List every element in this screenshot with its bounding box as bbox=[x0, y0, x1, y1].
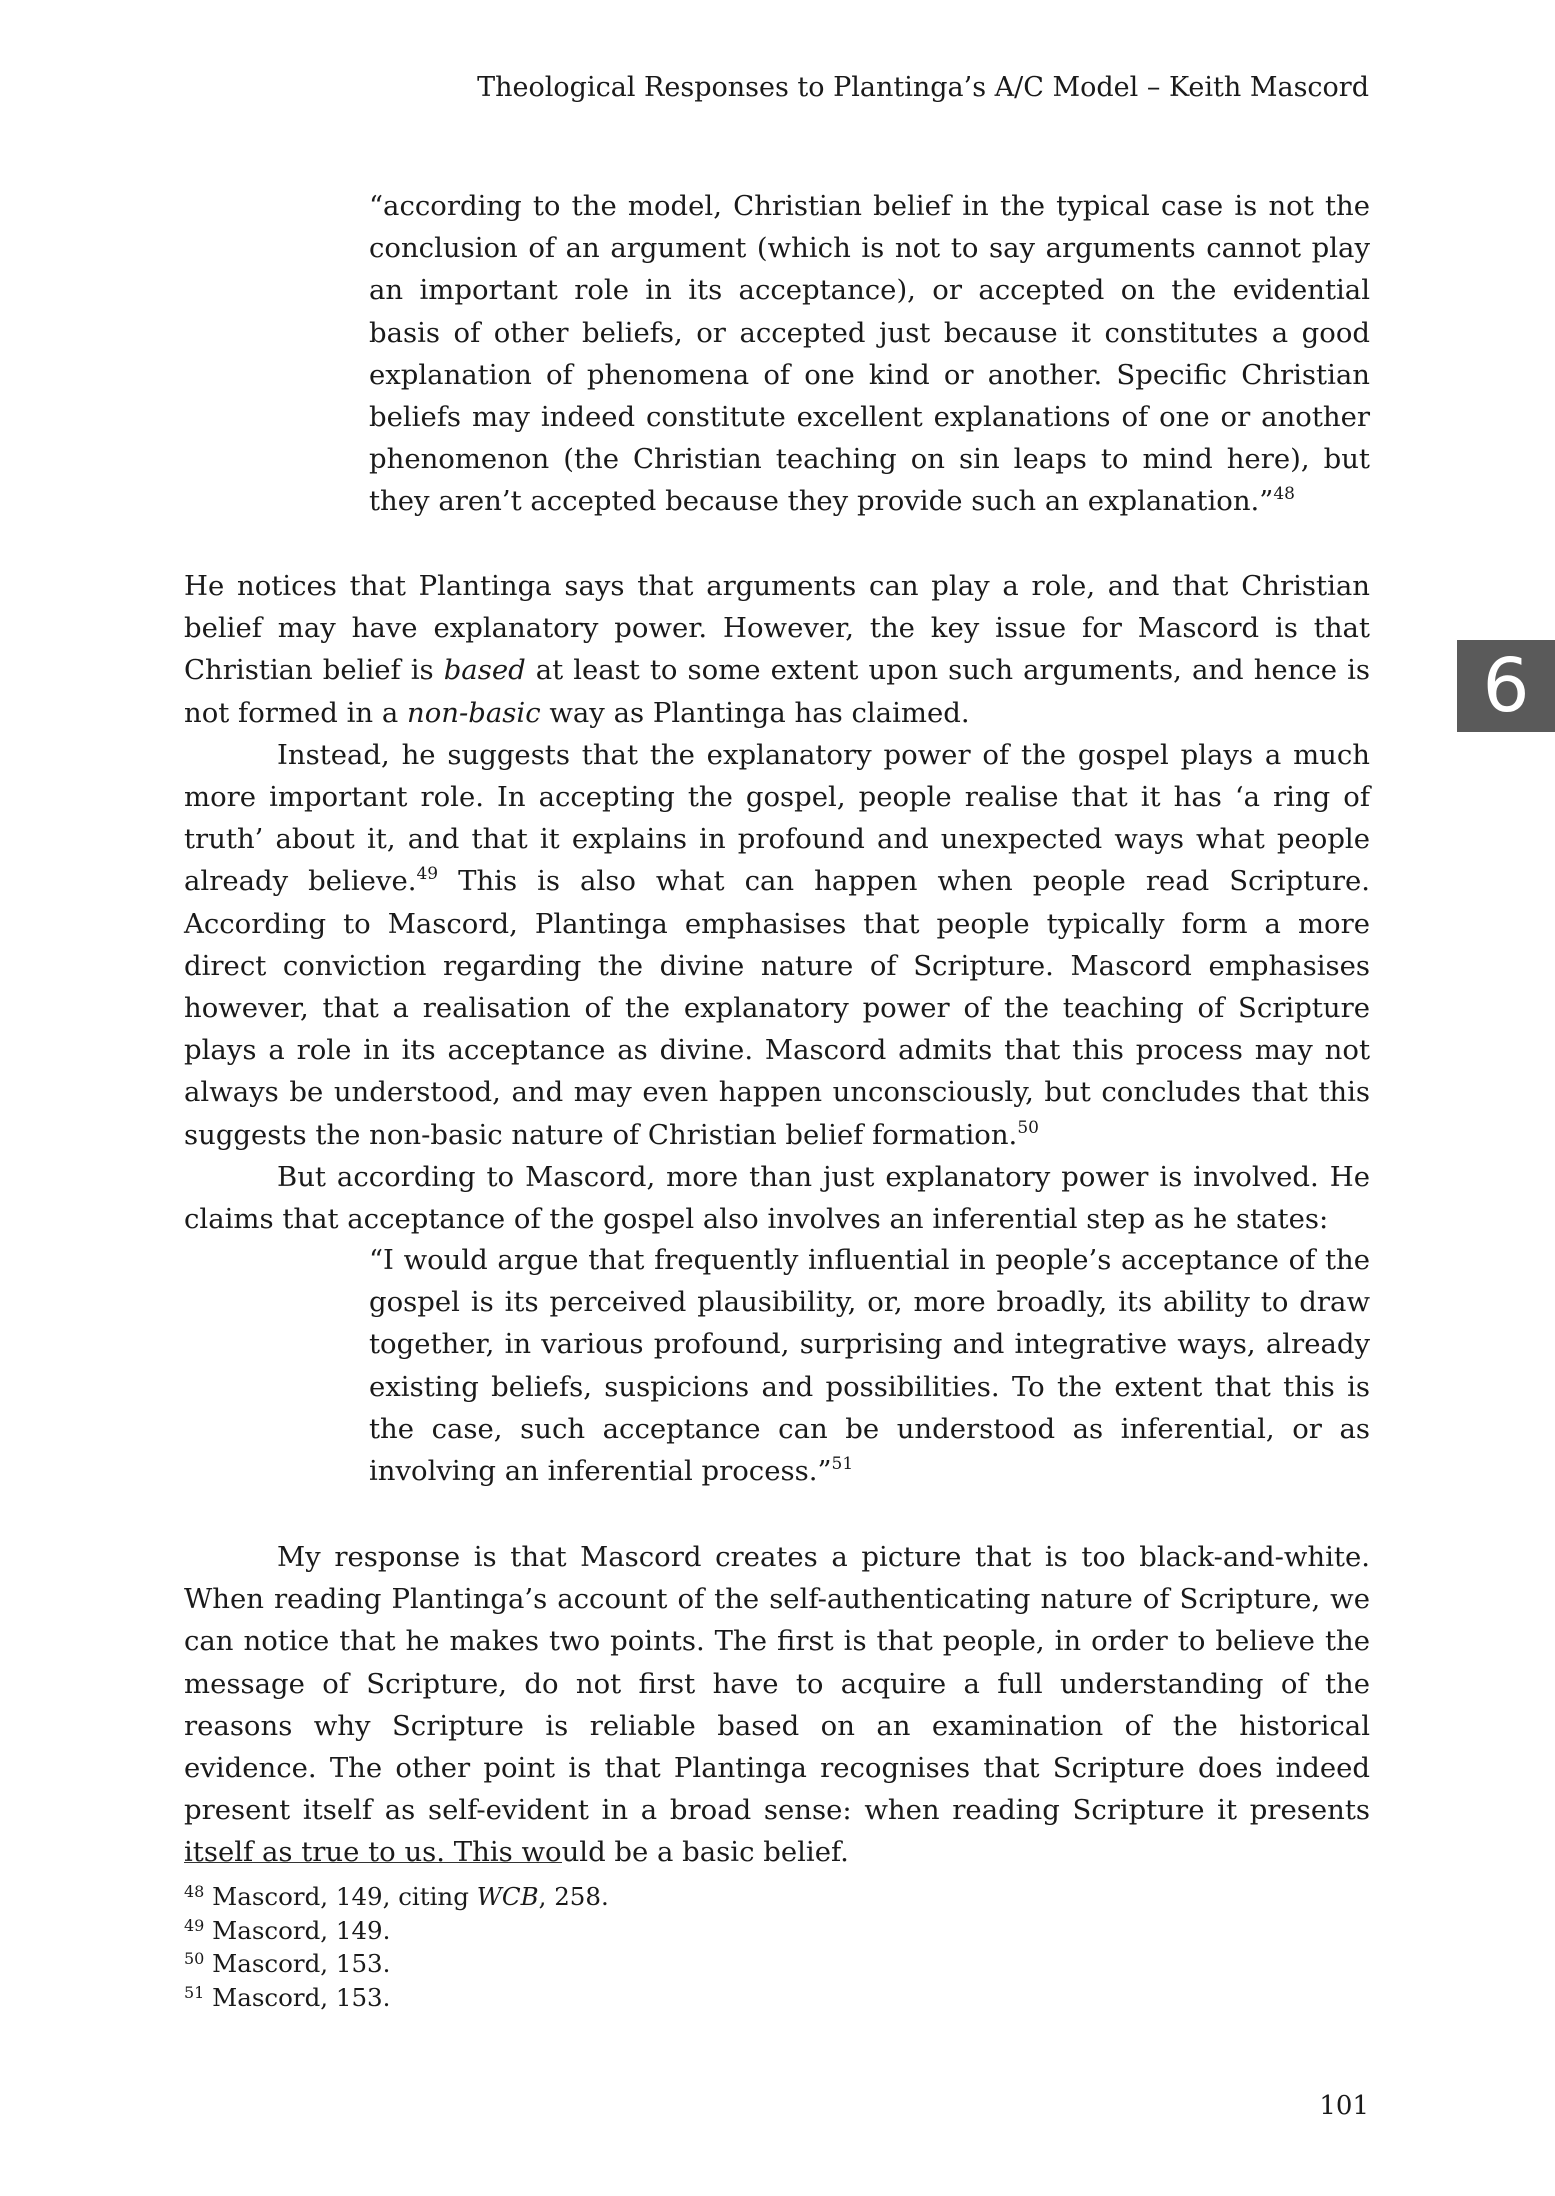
paragraph-3: But according to Mascord, more than just explanatory power is involved. He claims that acceptance of the gospel also involves an inferential step as he states: bbox=[184, 1160, 1370, 1236]
footnote-title-italic: WCB bbox=[476, 1882, 539, 1911]
paragraph-4: My response is that Mascord creates a picture that is too black-and-white. When reading Plantinga’s account of the self-authenticating nature of Scripture, we can notice that he makes two points. The first is that people, in order to believe the message of Scripture, do not first have to acquire a full understanding of the reasons why Scripture is reliable based on an examination of the historical evidence. The other point is that Plantinga recognises that Scripture does indeed present itself as self-evident in a broad sense: when reading Scripture it presents itself as true to us. This would be a basic belief. bbox=[184, 1541, 1370, 1869]
footnote-number: 49 bbox=[184, 1915, 205, 1935]
footnote-divider bbox=[184, 1862, 562, 1863]
footnote-51 bbox=[184, 1981, 609, 2015]
paragraph-1-text-b: at least to some extent upon such arguments, and hence is not formed in a bbox=[184, 654, 1371, 729]
footnote-ref-51[interactable]: 51 bbox=[831, 1454, 854, 1475]
footnote-text: , 258. bbox=[538, 1882, 609, 1911]
footnote-text: Mascord, 153. bbox=[204, 1982, 391, 2012]
footnote-ref-50[interactable]: 50 bbox=[1017, 1117, 1039, 1138]
footnote-number: 50 bbox=[184, 1949, 205, 1968]
footnote-text: Mascord, 153. bbox=[204, 1949, 391, 1978]
block-quote-1 bbox=[369, 185, 1370, 523]
body-text bbox=[184, 565, 1370, 1240]
footnote-text: Mascord, 149, citing bbox=[204, 1882, 477, 1911]
footnote-ref-48[interactable]: 48 bbox=[1273, 484, 1295, 505]
paragraph-2-text-b: This is also what can happen when people read Scripture. According to Mascord, Plantinga emphasises that people typically form a more direct conviction regarding the divine nature of Scripture. Mascord emphasises however, that a realisation of the explanatory power of the teaching of Scripture plays a role in its acceptance as divine. Mascord admits that this process may not always be understood, and may even happen unconsciously, but concludes that this suggests the non-basic nature of Christian belief formation. bbox=[184, 865, 1370, 1151]
paragraph-1-text-c: way as Plantinga has claimed. bbox=[540, 696, 970, 729]
footnote-49 bbox=[184, 1914, 609, 1948]
paragraph-1 bbox=[184, 565, 1370, 734]
running-header: Theological Responses to Plantinga’s A/C Model – Keith Mascord bbox=[477, 72, 1369, 103]
chapter-tab: 6 bbox=[1457, 640, 1555, 732]
footnote-text: Mascord, 149. bbox=[204, 1915, 391, 1945]
footnote-48 bbox=[184, 1880, 609, 1914]
paragraph-1-text-a: He notices that Plantinga says that arguments can play a role, and that Christian belief may have explanatory power. However, the key issue for Mascord is that Christian belief is bbox=[184, 570, 1370, 687]
footnote-number: 51 bbox=[184, 1982, 205, 2002]
paragraph-2-text-a: Instead, he suggests that the explanatory power of the gospel plays a much more important role. In accepting the gospel, people realise that it has ‘a ring of truth’ about it, and that it explains in profound and unexpected ways what people already believe. bbox=[184, 738, 1370, 898]
footnote-50 bbox=[184, 1947, 609, 1981]
emphasis-non-basic: non-basic bbox=[407, 696, 541, 729]
body-text-2 bbox=[184, 1536, 1370, 1874]
paragraph-2 bbox=[184, 734, 1370, 1156]
quote-text: “I would argue that frequently influential in people’s acceptance of the gospel is its perceived plausibility, or, more broadly, its ability to draw together, in various profound, surprising and integrative ways, already existing beliefs, suspicions and possibilities. To the extent that this is the case, such acceptance can be understood as inferential, or as involving an inferential process.” bbox=[369, 1244, 1370, 1488]
block-quote-2-text bbox=[369, 1239, 1370, 1492]
footnote-ref-49[interactable]: 49 bbox=[416, 864, 439, 885]
footnote-number: 48 bbox=[184, 1882, 205, 1901]
block-quote-1-text bbox=[369, 185, 1370, 523]
block-quote-2 bbox=[369, 1239, 1370, 1492]
emphasis-based: based bbox=[443, 654, 526, 687]
quote-text: “according to the model, Christian belief in the typical case is not the conclusion of an argument (which is not to say arguments cannot play an important role in its acceptance), or accepted on the evidential basis of other beliefs, or accepted just because it constitutes a good explanation of phenomena of one kind or another. Specific Christian beliefs may indeed constitute excellent explanations of one or another phenomenon (the Christian teaching on sin leaps to mind here), but they aren’t accepted because they provide such an explanation.” bbox=[369, 190, 1370, 518]
footnotes bbox=[184, 1880, 609, 2014]
page-number: 101 bbox=[1319, 2091, 1369, 2121]
